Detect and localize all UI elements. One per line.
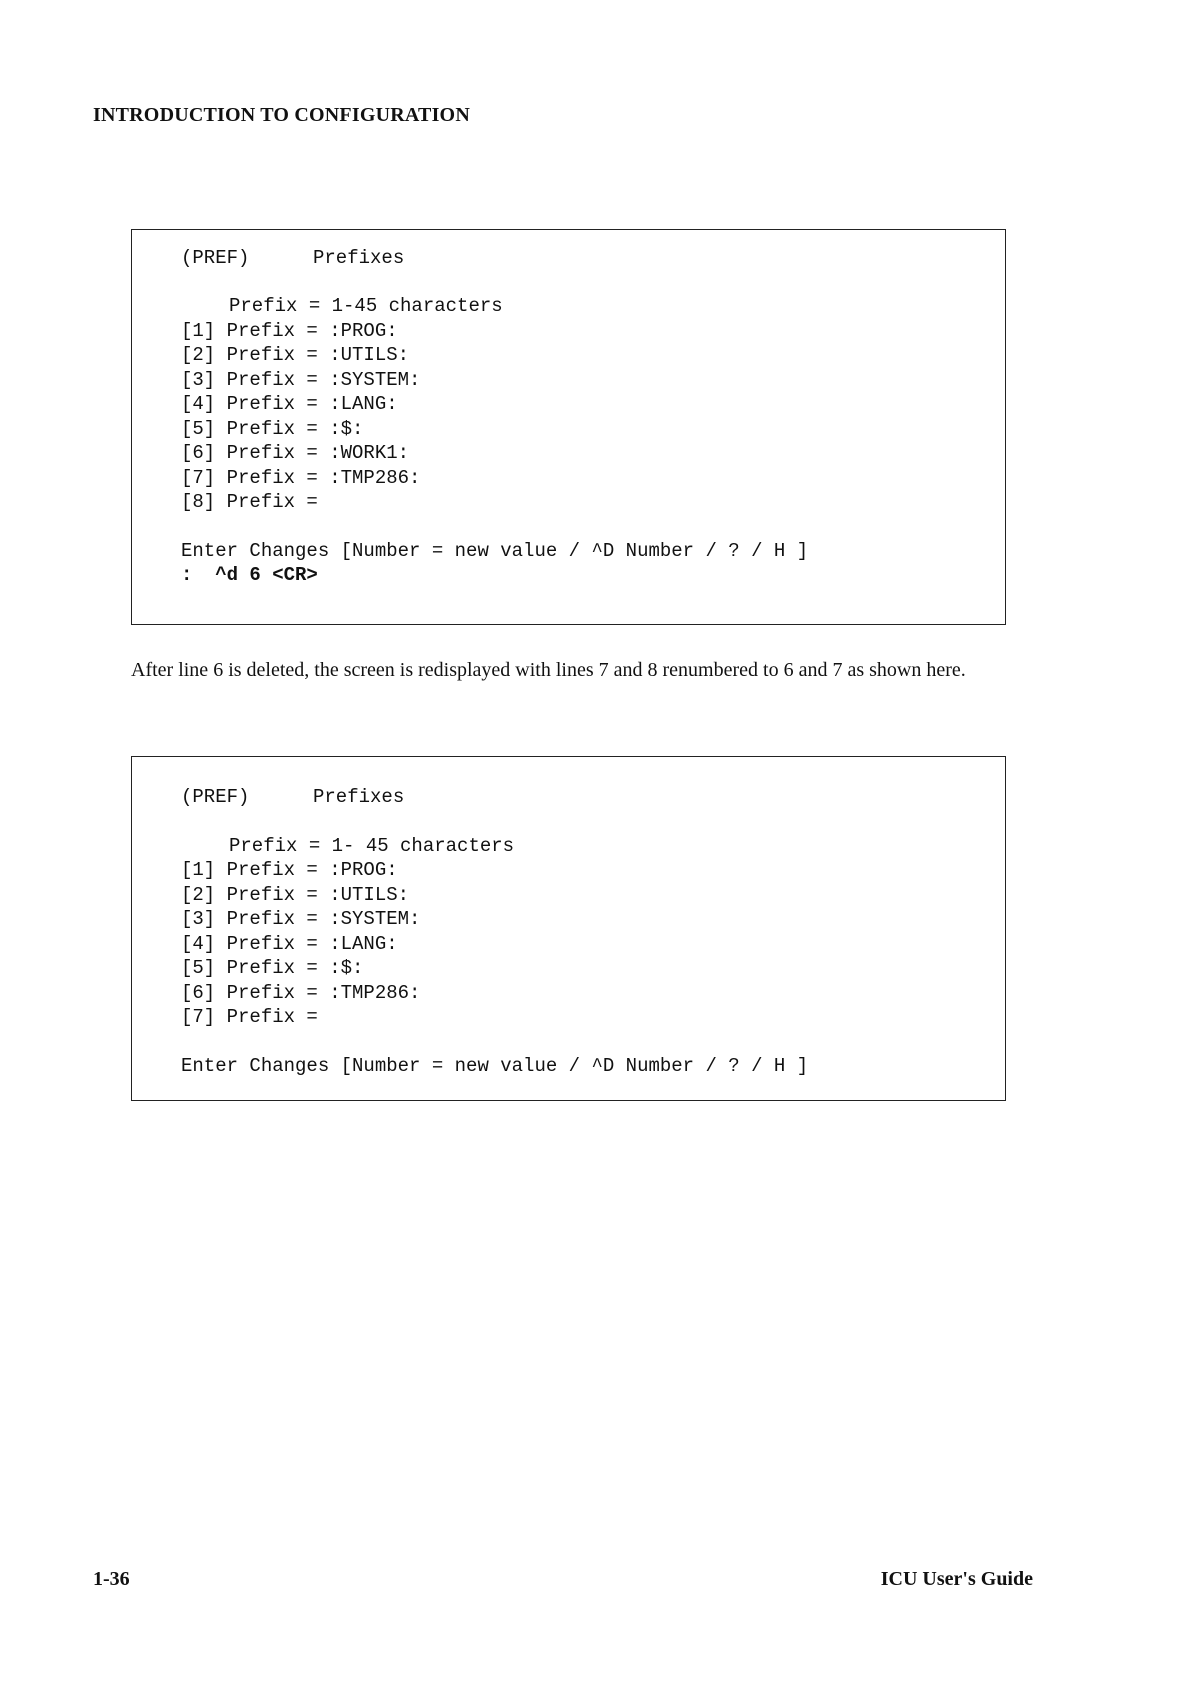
- screen-example-before: [131, 229, 1006, 625]
- screen-example-after: [131, 756, 1006, 1101]
- prefix-entry-5: [5] Prefix = :$:: [181, 418, 364, 440]
- command-input-line: : ^d 6 <CR>: [181, 564, 318, 586]
- screen-title-code: (PREF): [181, 786, 250, 808]
- caption-paragraph: After line 6 is deleted, the screen is redisplayed with lines 7 and 8 renumbered to 6 and 7 as shown here.: [131, 659, 966, 681]
- prefix-entry-3: [3] Prefix = :SYSTEM:: [181, 369, 421, 391]
- section-heading: INTRODUCTION TO CONFIGURATION: [93, 104, 470, 126]
- screen-title-code: (PREF): [181, 247, 250, 269]
- prefix-entry-8: [8] Prefix =: [181, 491, 318, 513]
- prefix-entry-1: [1] Prefix = :PROG:: [181, 859, 398, 881]
- prefix-entry-4: [4] Prefix = :LANG:: [181, 393, 398, 415]
- prefix-entry-6: [6] Prefix = :WORK1:: [181, 442, 410, 464]
- screen-title-text: Prefixes: [313, 786, 405, 808]
- prefix-entry-7: [7] Prefix =: [181, 1006, 318, 1028]
- guide-title: ICU User's Guide: [880, 1568, 1033, 1590]
- prefix-length-rule: Prefix = 1- 45 characters: [229, 835, 515, 857]
- prefix-entry-2: [2] Prefix = :UTILS:: [181, 884, 410, 906]
- prefix-entry-2: [2] Prefix = :UTILS:: [181, 344, 410, 366]
- prefix-entry-1: [1] Prefix = :PROG:: [181, 320, 398, 342]
- prefix-entry-4: [4] Prefix = :LANG:: [181, 933, 398, 955]
- page-number: 1-36: [93, 1568, 130, 1590]
- enter-changes-prompt: Enter Changes [Number = new value / ^D Number / ? / H ]: [181, 1055, 809, 1077]
- prefix-entry-3: [3] Prefix = :SYSTEM:: [181, 908, 421, 930]
- enter-changes-prompt: Enter Changes [Number = new value / ^D Number / ? / H ]: [181, 540, 809, 562]
- prefix-entry-6: [6] Prefix = :TMP286:: [181, 982, 421, 1004]
- screen-title-text: Prefixes: [313, 247, 405, 269]
- prefix-entry-5: [5] Prefix = :$:: [181, 957, 364, 979]
- prefix-length-rule: Prefix = 1-45 characters: [229, 295, 503, 317]
- prefix-entry-7: [7] Prefix = :TMP286:: [181, 467, 421, 489]
